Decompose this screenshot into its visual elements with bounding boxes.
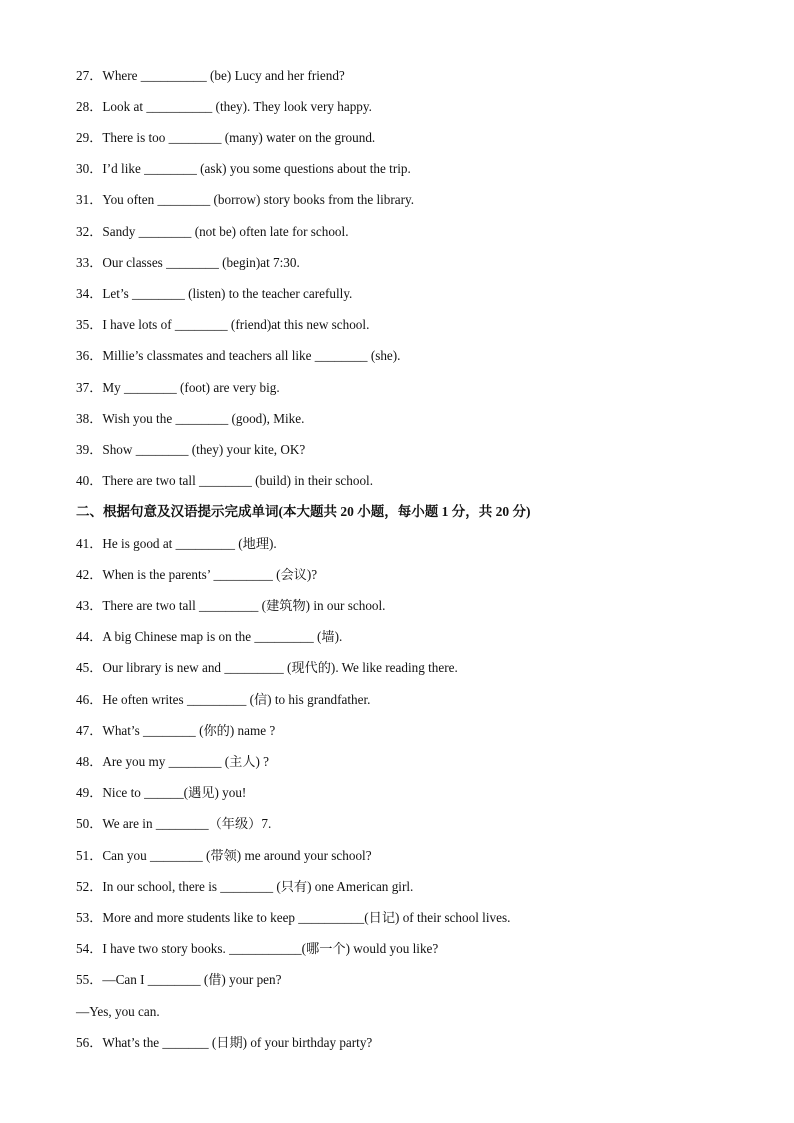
question-29 [76,128,375,148]
question-35 [76,315,369,335]
question-text: Can you ________ (带领) me around your school? [102,848,372,863]
question-text: More and more students like to keep __________(日记) of their school lives. [102,910,511,925]
question-number: 43． [76,598,103,613]
section-2-heading: 二、根据句意及汉语提示完成单词(本大题共 20 小题，每小题 1 分，共 20 分) [76,504,531,519]
question-50 [76,814,271,834]
question-text: Where __________ (be) Lucy and her friend? [102,68,345,83]
question-32 [76,222,349,242]
question-38 [76,409,304,429]
question-30 [76,159,411,179]
question-number: 27． [76,68,103,83]
question-text: There is too ________ (many) water on the ground. [102,130,376,145]
question-text: Show ________ (they) your kite, OK? [102,442,306,457]
question-48 [76,752,269,772]
question-text: There are two tall ________ (build) in their school. [102,473,374,488]
question-text: Sandy ________ (not be) often late for school. [102,224,349,239]
question-text: He is good at _________ (地理). [102,536,277,551]
question-text: Our classes ________ (begin)at 7:30. [102,255,300,270]
question-55 [76,970,281,990]
question-53 [76,908,510,928]
question-number: 46． [76,692,103,707]
question-text: —Can I ________ (借) your pen? [102,972,282,987]
question-number: 49． [76,785,103,800]
question-text: Are you my ________ (主人) ? [102,754,270,769]
question-number: 36． [76,348,103,363]
question-51 [76,846,372,866]
question-text: In our school, there is ________ (只有) one American girl. [102,879,414,894]
question-49 [76,783,246,803]
question-text: I have lots of ________ (friend)at this new school. [102,317,370,332]
question-text: Let’s ________ (listen) to the teacher carefully. [102,286,353,301]
question-44 [76,627,342,647]
question-46 [76,690,370,710]
question-text: I’d like ________ (ask) you some questions about the trip. [102,161,411,176]
question-52 [76,877,413,897]
question-39 [76,440,305,460]
question-number: 54． [76,941,103,956]
question-number: 51． [76,848,103,863]
question-47 [76,721,275,741]
question-text: Wish you the ________ (good), Mike. [102,411,305,426]
question-34 [76,284,352,304]
question-text: We are in ________（年级）7. [102,816,272,831]
question-number: 42． [76,567,103,582]
question-text: What’s ________ (你的) name ? [102,723,276,738]
question-text: Our library is new and _________ (现代的). We like reading there. [102,660,458,675]
question-31 [76,190,414,210]
question-54 [76,939,438,959]
question-text: When is the parents’ _________ (会议)? [102,567,318,582]
question-40 [76,471,373,491]
question-43 [76,596,385,616]
question-number: 29． [76,130,103,145]
question-number: 28． [76,99,103,114]
question-text: A big Chinese map is on the _________ (墙). [102,629,343,644]
question-28 [76,97,372,117]
question-number: 53． [76,910,103,925]
question-number: 34． [76,286,103,301]
question-number: 32． [76,224,103,239]
question-number: 35． [76,317,103,332]
question-42 [76,565,317,585]
question-text: He often writes _________ (信) to his grandfather. [102,692,371,707]
question-text: I have two story books. ___________(哪一个) would you like? [102,941,439,956]
question-text: There are two tall _________ (建筑物) in our school. [102,598,386,613]
question-45 [76,658,458,678]
question-text: Look at __________ (they). They look very happy. [102,99,372,114]
question-number: 38． [76,411,103,426]
question-56 [76,1033,372,1053]
answer-55: —Yes, you can. [76,1004,160,1019]
question-number: 47． [76,723,103,738]
question-number: 31． [76,192,103,207]
question-number: 56． [76,1035,103,1050]
question-number: 55． [76,972,103,987]
question-36 [76,346,400,366]
question-number: 48． [76,754,103,769]
question-number: 52． [76,879,103,894]
question-27 [76,66,345,86]
question-number: 45． [76,660,103,675]
question-text: Millie’s classmates and teachers all like ________ (she). [102,348,401,363]
question-41 [76,534,277,554]
question-number: 44． [76,629,103,644]
question-text: What’s the _______ (日期) of your birthday party? [102,1035,373,1050]
question-text: My ________ (foot) are very big. [102,380,280,395]
question-33 [76,253,300,273]
question-text: Nice to ______(遇见) you! [102,785,247,800]
question-number: 33． [76,255,103,270]
question-number: 40． [76,473,103,488]
question-number: 30． [76,161,103,176]
question-number: 37． [76,380,103,395]
question-37 [76,378,280,398]
question-number: 50． [76,816,103,831]
question-text: You often ________ (borrow) story books from the library. [102,192,415,207]
question-number: 39． [76,442,103,457]
question-number: 41． [76,536,103,551]
